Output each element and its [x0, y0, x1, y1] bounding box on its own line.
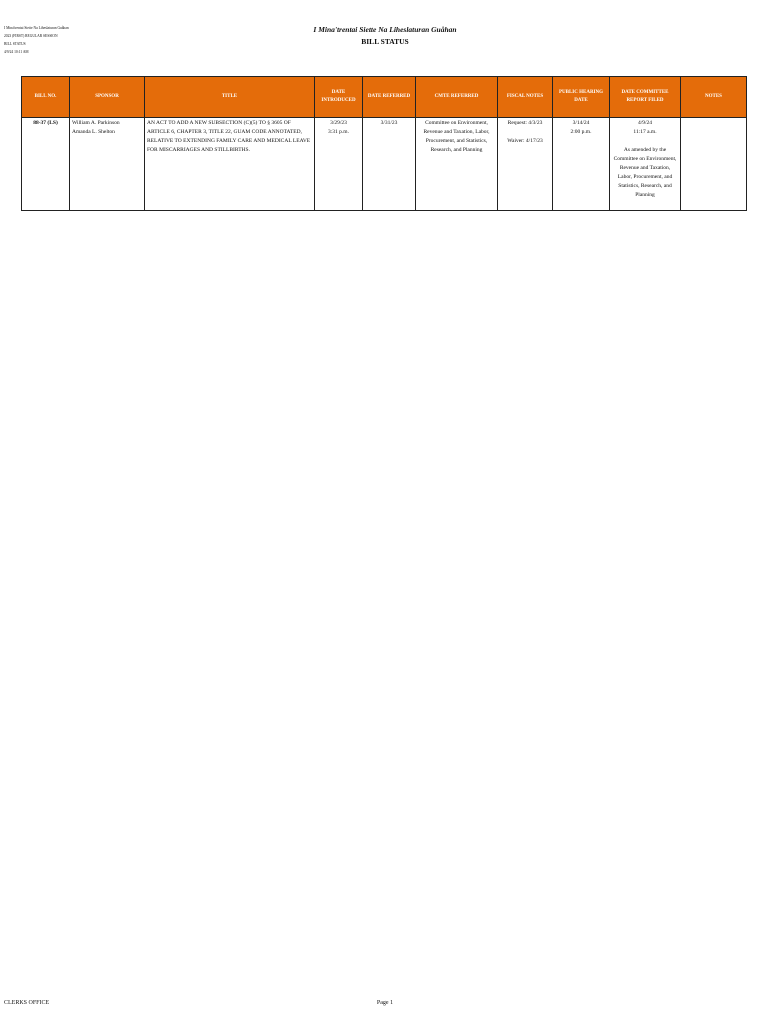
- legislature-name: I Mina'trentai Siette Na Liheslaturan Guåhan: [313, 25, 457, 34]
- sponsor-cell: [70, 118, 145, 211]
- report-time: 11:17 a.m.: [633, 129, 657, 135]
- date-referred-cell: 3/31/23: [363, 118, 416, 211]
- column-header-cmte-referred: CMTE REFERRED: [416, 77, 498, 118]
- footer-office: CLERKS OFFICE: [4, 1000, 50, 1006]
- report-note: As amended by the Committee on Environment, Revenue and Taxation, Labor, Procurement, and Statistics, Research, and Planning: [613, 147, 677, 198]
- hearing-time: 2:00 p.m.: [570, 129, 592, 135]
- fiscal-note-request: Request: 4/3/23: [507, 120, 543, 126]
- meta-line: I Mina'trentai Siette Na Liheslaturan Guåhan: [4, 26, 69, 30]
- bill-status-table: [21, 76, 747, 211]
- page-number: Page 1: [376, 1000, 394, 1006]
- public-hearing-cell: [553, 118, 610, 211]
- date-introduced-date: 3/29/23: [330, 120, 347, 126]
- meta-line: 2023 (FIRST) REGULAR SESSION: [4, 34, 58, 38]
- sponsor-name: William A. Parkinson: [72, 120, 120, 126]
- column-header-fiscal-notes: FISCAL NOTES: [498, 77, 553, 118]
- bill-number-cell: 88-37 (LS): [22, 118, 70, 211]
- column-header-committee-report-filed: DATE COMMITTEE REPORT FILED: [610, 77, 681, 118]
- hearing-date: 3/14/24: [572, 120, 590, 126]
- meta-line: 4/9/24 10:11 AM: [4, 50, 29, 54]
- notes-cell: [681, 118, 747, 211]
- title-cell: AN ACT TO ADD A NEW SUBSECTION (C)(5) TO § 3605 OF ARTICLE 6, CHAPTER 3, TITLE 22, GUAM CODE ANNOTATED, RELATIVE TO EXTENDING FAMILY CARE AND MEDICAL LEAVE FOR MISCARRIAGES AND STILLBIRTHS.: [145, 118, 315, 211]
- sponsor-name: Amanda L. Shelton: [72, 129, 115, 135]
- column-header-sponsor: SPONSOR: [70, 77, 145, 118]
- fiscal-note-waiver: Waiver: 4/17/23: [507, 138, 543, 144]
- date-introduced-cell: [315, 118, 363, 211]
- column-header-notes: NOTES: [681, 77, 747, 118]
- meta-line: BILL STATUS: [4, 42, 26, 46]
- committee-referred-cell: Committee on Environment, Revenue and Taxation, Labor, Procurement, and Statistics, Research, and Planning: [416, 118, 498, 211]
- committee-report-cell: [610, 118, 681, 211]
- column-header-public-hearing-date: PUBLIC HEARING DATE: [553, 77, 610, 118]
- date-introduced-time: 3:31 p.m.: [328, 129, 349, 135]
- page-title: BILL STATUS: [361, 37, 409, 46]
- column-header-date-referred: DATE REFERRED: [363, 77, 416, 118]
- column-header-bill-no: BILL NO.: [22, 77, 70, 118]
- column-header-date-introduced: DATE INTRODUCED: [315, 77, 363, 118]
- column-header-title: TITLE: [145, 77, 315, 118]
- fiscal-notes-cell: [498, 118, 553, 211]
- table-header-row: [22, 77, 747, 118]
- report-date: 4/9/24: [637, 120, 653, 126]
- document-header: [0, 24, 770, 49]
- table-row: [22, 118, 747, 211]
